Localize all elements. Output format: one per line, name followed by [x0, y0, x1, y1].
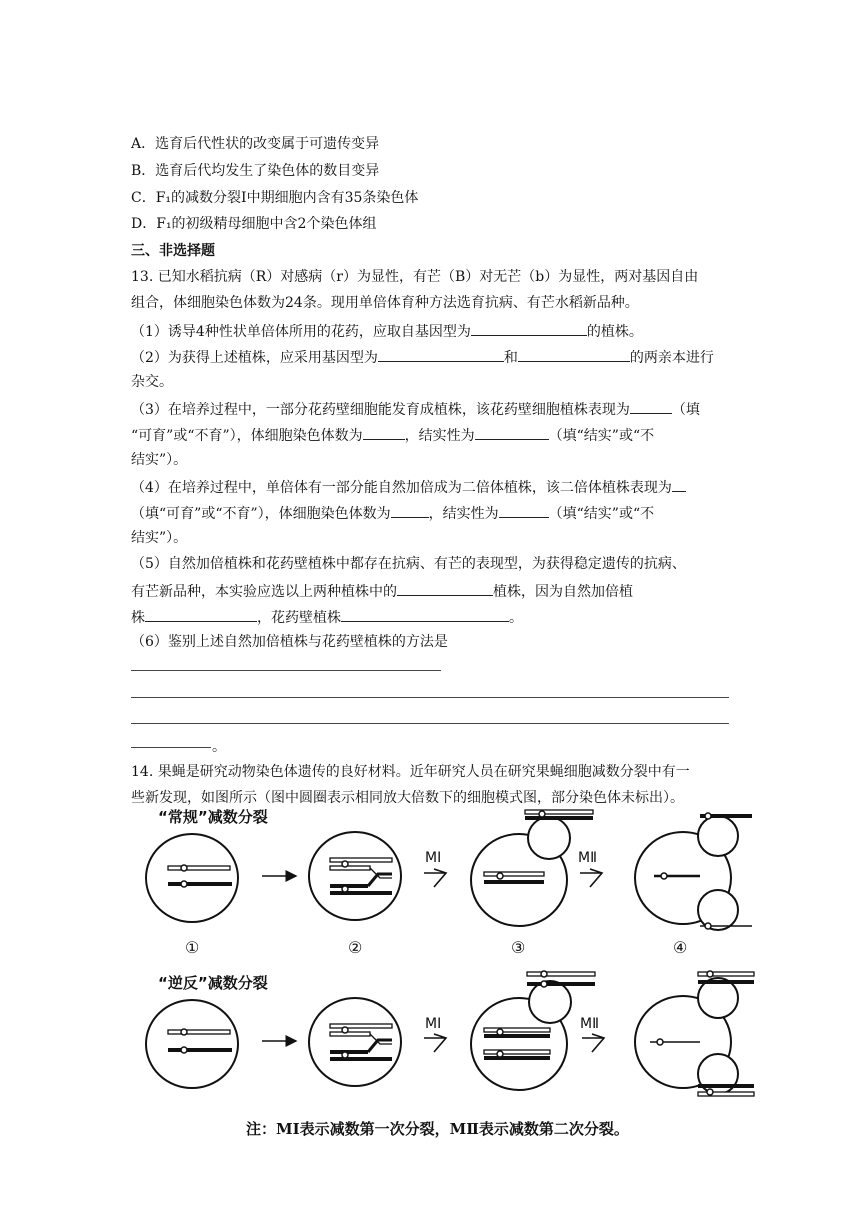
q13-part4-line2: （填“可育”或“不育”），体细胞染色体数为 ，结实性为 （填“结实”或“不 [131, 502, 654, 524]
q14-line2: 些新发现，如图所示（图中圆圈表示相同放大倍数下的细胞模式图，部分染色体未标出）。 [131, 790, 684, 806]
row1-label: “常规”减数分裂 [158, 808, 268, 826]
row2-cell3 [471, 971, 595, 1090]
option-c: C．F₁的减数分裂Ⅰ中期细胞内含有35条染色体 [131, 190, 419, 206]
stage-label-4: ④ [673, 938, 688, 957]
mi-arrow-row2 [424, 1034, 446, 1052]
answer-blank[interactable] [341, 606, 509, 622]
mii-arrow-row1 [580, 869, 602, 887]
answer-blank[interactable] [145, 606, 257, 622]
answer-blank[interactable] [499, 502, 549, 518]
q13-part1: （1）诱导4种性状单倍体所用的花药，应取自基因型为 的植株。 [131, 320, 643, 342]
section-title: 三、非选择题 [131, 243, 215, 259]
answer-blank[interactable] [672, 476, 686, 492]
q13-part4-line1: （4）在培养过程中，单倍体有一部分能自然加倍成为二倍体植株，该二倍体植株表现为 [131, 476, 686, 498]
q13-part5-line2: 有芒新品种，本实验应选以上两种植株中的 植株，因为自然加倍植 [131, 580, 633, 602]
q13-part3-line3: 结实”）。 [131, 452, 188, 468]
mi-arrow-row1 [424, 869, 446, 887]
figure-note: 注：MⅠ表示减数第一次分裂，MⅡ表示减数第二次分裂。 [246, 1120, 629, 1138]
stage-label-2: ② [348, 938, 363, 957]
answer-blank[interactable] [397, 580, 493, 596]
mii-label-row1: MⅡ [578, 850, 597, 866]
answer-blank[interactable] [471, 320, 587, 336]
row2-label: “逆反”减数分裂 [158, 974, 268, 992]
answer-blank[interactable] [363, 424, 405, 440]
answer-line[interactable] [131, 670, 441, 671]
mii-arrow-row2 [582, 1034, 604, 1052]
answer-blank[interactable] [378, 346, 504, 362]
answer-line[interactable] [131, 697, 729, 698]
answer-blank[interactable] [475, 424, 549, 440]
option-d: D．F₁的初级精母细胞中含2个染色体组 [131, 216, 377, 232]
stage-label-1: ① [185, 938, 200, 957]
answer-line[interactable] [131, 747, 211, 748]
q13-part5-line1: （5）自然加倍植株和花药壁植株中都存在抗病、有芒的表现型，为获得稳定遗传的抗病、 [131, 556, 686, 572]
answer-line[interactable] [131, 723, 729, 724]
option-b: B．选育后代均发生了染色体的数目变异 [131, 163, 380, 179]
q13-intro-line1: 13. 已知水稻抗病（R）对感病（r）为显性，有芒（B）对无芒（b）为显性，两对基因自由 [131, 269, 699, 285]
q13-part5-line3: 株 ，花药壁植株 。 [131, 606, 523, 628]
row1-cell2 [309, 832, 401, 920]
mi-label-row2: MⅠ [425, 1016, 442, 1032]
row1-cell1 [146, 834, 238, 922]
q13-part2-cont: 杂交。 [131, 374, 173, 390]
q13-part6-end: 。 [212, 739, 226, 755]
q13-part3-line2: “可育”或“不育”），体细胞染色体数为 ，结实性为 （填“结实”或“不 [131, 424, 654, 446]
q13-part6: （6）鉴别上述自然加倍植株与花药壁植株的方法是 [131, 634, 448, 650]
answer-blank[interactable] [630, 398, 672, 414]
q14-line1: 14. 果蝇是研究动物染色体遗传的良好材料。近年研究人员在研究果蝇细胞减数分裂中有一 [131, 764, 690, 780]
q13-part2: （2）为获得上述植株，应采用基因型为 和 的两亲本进行 [131, 346, 714, 368]
mi-label-row1: MⅠ [425, 850, 442, 866]
mii-label-row2: MⅡ [580, 1016, 599, 1032]
answer-blank[interactable] [391, 502, 429, 518]
q13-part4-line3: 结实”）。 [131, 530, 188, 546]
answer-blank[interactable] [518, 346, 630, 362]
stage-label-3: ③ [511, 938, 526, 957]
option-a: A．选育后代性状的改变属于可遗传变异 [131, 136, 380, 152]
q13-intro-line2: 组合，体细胞染色体数为24条。现用单倍体育种方法选育抗病、有芒水稻新品种。 [131, 295, 639, 311]
row1-cell3 [471, 810, 593, 926]
row2-cell2 [309, 998, 401, 1086]
q13-part3-line1: （3）在培养过程中，一部分花药壁细胞能发育成植株，该花药壁细胞植株表现为 （填 [131, 398, 700, 420]
row2-cell4 [635, 971, 754, 1096]
row1-cell4 [635, 813, 752, 930]
row2-cell1 [146, 1000, 238, 1088]
